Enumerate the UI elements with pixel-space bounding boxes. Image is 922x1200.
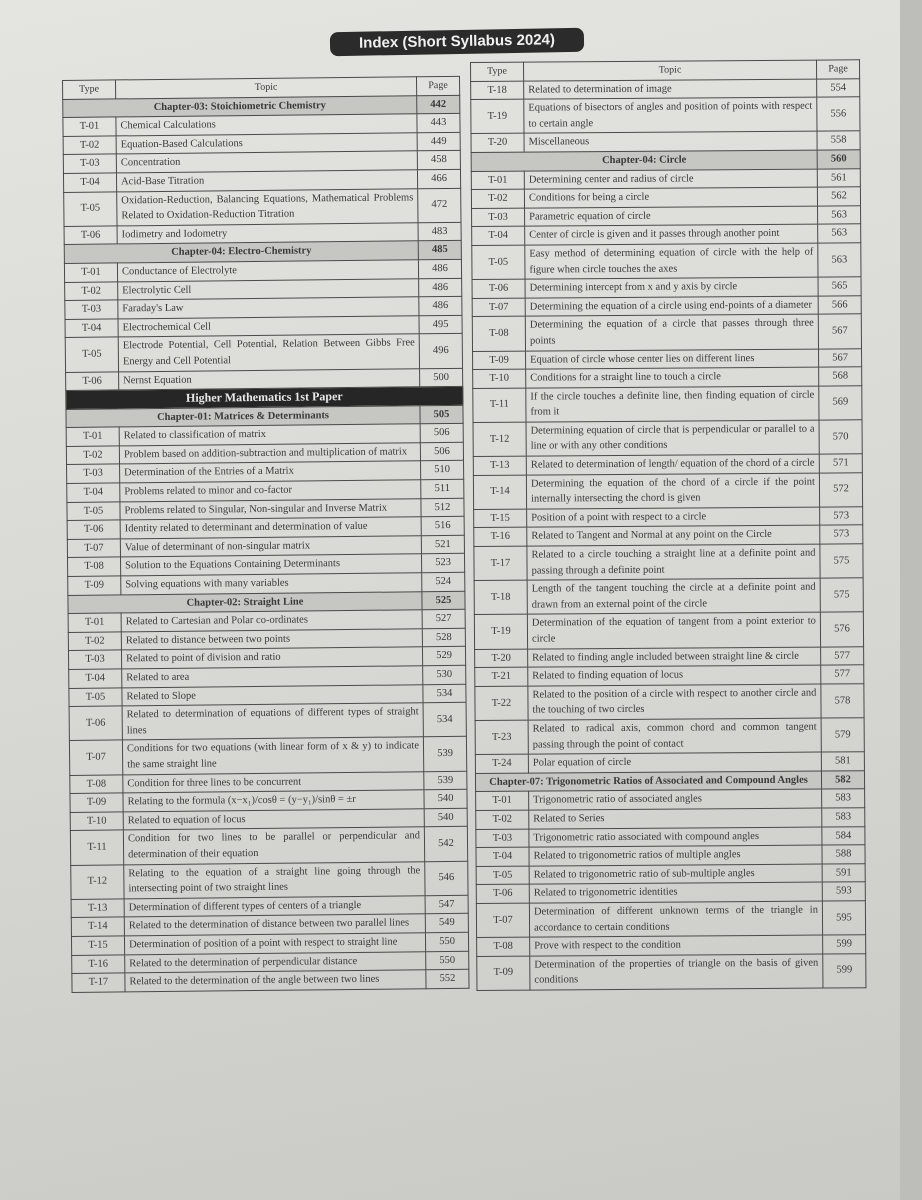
topic-type: T-13	[71, 899, 124, 918]
topic-page: 571	[819, 454, 862, 473]
topic-type: T-03	[63, 154, 116, 173]
topic-page: 542	[424, 827, 467, 862]
topic-page: 512	[421, 498, 464, 517]
topic-type: T-02	[68, 632, 121, 651]
topic-text: Position of a point with respect to a circle	[527, 507, 820, 528]
topic-text: Center of circle is given and it passes through another point	[525, 224, 818, 245]
topic-text: Relating to the formula (x−x₁)/cosθ = (y−y₁)/sinθ = ±r	[123, 790, 424, 812]
topic-type: T-07	[472, 298, 525, 317]
topic-text: Determining center and radius of circle	[524, 169, 817, 190]
topic-type: T-02	[66, 446, 119, 465]
topic-page: 539	[423, 737, 466, 772]
topic-type: T-11	[473, 388, 526, 423]
topic-page: 577	[821, 646, 864, 665]
topic-page: 521	[421, 535, 464, 554]
topic-type: T-05	[472, 245, 525, 280]
topic-text: Related to trigonometric identities	[529, 882, 822, 903]
topic-page: 449	[417, 132, 460, 151]
topic-type: T-01	[64, 263, 117, 282]
column-header-type: Type	[63, 80, 116, 99]
topic-text: Related to Tangent and Normal at any point on the Circle	[527, 526, 820, 547]
topic-text: Acid-Base Titration	[116, 170, 417, 192]
topic-page: 570	[819, 420, 862, 454]
topic-text: Trigonometric ratio of associated angles	[529, 789, 822, 810]
topic-type: T-01	[66, 427, 119, 446]
topic-page: 556	[817, 97, 860, 131]
column-header-page: Page	[816, 60, 859, 79]
topic-text: Equation-Based Calculations	[116, 133, 417, 155]
topic-type: T-05	[69, 688, 122, 707]
topic-text: Related to Slope	[122, 684, 423, 706]
topic-text: Determining the equation of the chord of a circle if the point internally intersecting the chord is given	[526, 473, 819, 509]
topic-page: 550	[426, 951, 469, 970]
topic-type: T-21	[475, 667, 528, 686]
topic-text: Parametric equation of circle	[525, 206, 818, 227]
topic-page: 575	[820, 578, 863, 612]
topic-text: Chemical Calculations	[116, 114, 417, 136]
topic-type: T-04	[63, 173, 116, 192]
topic-text: Condition for two lines to be parallel or perpendicular and determination of their equation	[123, 827, 424, 864]
topic-text: Easy method of determining equation of circle with the help of figure when circle touches the axes	[525, 243, 818, 279]
topic-type: T-08	[70, 774, 123, 793]
topic-type: T-02	[63, 136, 116, 155]
chapter-title: Chapter-04: Circle	[471, 150, 817, 171]
topic-page: 578	[821, 684, 864, 718]
topic-type: T-17	[474, 546, 527, 581]
topic-type: T-20	[475, 649, 528, 668]
topic-text: Equations of bisectors of angles and position of points with respect to certain angle	[524, 97, 817, 133]
topic-row	[472, 314, 861, 351]
topic-row	[64, 188, 461, 226]
topic-type: T-07	[69, 740, 122, 775]
topic-type: T-06	[66, 371, 119, 390]
topic-type: T-15	[71, 936, 124, 955]
topic-page: 549	[425, 914, 468, 933]
topic-text: Related to determination of image	[524, 79, 817, 100]
chapter-page: 560	[817, 150, 860, 169]
topic-type: T-06	[69, 706, 122, 741]
topic-page: 573	[820, 525, 863, 544]
chapter-page: 582	[821, 771, 864, 790]
topic-page: 486	[418, 259, 461, 278]
topic-page: 540	[424, 789, 467, 808]
topic-page: 496	[419, 334, 462, 369]
topic-text: Related to classification of matrix	[119, 424, 420, 446]
topic-text: Related to the determination of distance between two parallel lines	[124, 914, 425, 936]
topic-page: 599	[823, 953, 866, 987]
topic-page: 458	[417, 151, 460, 170]
topic-type: T-08	[68, 557, 121, 576]
column-header-page: Page	[416, 76, 459, 95]
topic-row	[473, 385, 862, 422]
topic-text: Trigonometric ratio associated with compound angles	[529, 827, 822, 848]
topic-text: Related to finding angle included between straight line & circle	[528, 647, 821, 668]
chapter-page: 442	[417, 95, 460, 114]
topic-type: T-05	[65, 337, 118, 372]
topic-text: Solution to the Equations Containing Determinants	[121, 554, 422, 576]
topic-text: Related to the position of a circle with respect to another circle and the touching of two circles	[528, 684, 821, 720]
topic-page: 540	[424, 808, 467, 827]
topic-text: Determining intercept from x and y axis by circle	[525, 277, 818, 298]
topic-page: 530	[423, 665, 466, 684]
index-table-right	[470, 59, 866, 991]
topic-type: T-01	[476, 791, 529, 810]
chapter-title: Chapter-02: Straight Line	[68, 591, 422, 613]
topic-page: 572	[819, 472, 862, 506]
topic-row	[471, 97, 860, 134]
index-title: Index (Short Syllabus 2024)	[330, 28, 584, 56]
topic-type: T-23	[475, 720, 528, 755]
topic-page: 472	[418, 188, 461, 223]
topic-text: Related to Cartesian and Polar co-ordinates	[121, 610, 422, 632]
topic-page: 527	[422, 610, 465, 629]
topic-page: 567	[818, 314, 861, 348]
topic-type: T-06	[472, 279, 525, 298]
topic-type: T-08	[472, 316, 525, 351]
topic-text: Determination of the equation of tangent from a point exterior to circle	[527, 612, 820, 648]
topic-page: 577	[821, 665, 864, 684]
topic-text: Related to the determination of perpendicular distance	[125, 951, 426, 973]
chapter-page: 485	[418, 241, 461, 260]
page-edge	[900, 0, 922, 1200]
topic-text: Faraday's Law	[118, 297, 419, 319]
topic-page: 486	[419, 296, 462, 315]
topic-row	[69, 702, 466, 740]
chapter-title: Chapter-03: Stoichiometric Chemistry	[63, 95, 417, 117]
topic-page: 563	[818, 243, 861, 277]
topic-row	[474, 612, 863, 649]
topic-type: T-04	[65, 319, 118, 338]
chapter-title: Chapter-07: Trigonometric Ratios of Associated and Compound Angles	[475, 771, 821, 792]
topic-type: T-18	[474, 580, 527, 615]
topic-row	[475, 718, 864, 755]
topic-page: 550	[425, 932, 468, 951]
topic-page: 466	[417, 169, 460, 188]
topic-type: T-19	[474, 615, 527, 650]
topic-row	[72, 969, 469, 992]
topic-text: Determination of different unknown terms of the triangle in accordance to certain conditions	[529, 901, 822, 937]
topic-page: 539	[424, 771, 467, 790]
topic-type: T-09	[68, 576, 121, 595]
topic-page: 486	[419, 278, 462, 297]
topic-page: 529	[422, 647, 465, 666]
topic-type: T-07	[67, 539, 120, 558]
topic-text: Identity related to determinant and determination of value	[120, 517, 421, 539]
topic-page: 576	[820, 612, 863, 646]
topic-page: 573	[820, 507, 863, 526]
topic-page: 569	[819, 385, 862, 419]
topic-page: 563	[818, 206, 861, 225]
topic-page: 483	[418, 222, 461, 241]
topic-type: T-15	[474, 509, 527, 528]
topic-page: 506	[420, 424, 463, 443]
topic-text: Relating to the equation of a straight line going through the intersecting point of two straight lines	[124, 861, 425, 898]
topic-type: T-19	[471, 99, 524, 134]
topic-type: T-14	[71, 917, 124, 936]
topic-row	[472, 243, 861, 280]
topic-text: Conditions for being a circle	[524, 187, 817, 208]
topic-type: T-02	[471, 189, 524, 208]
topic-page: 599	[823, 935, 866, 954]
chapter-title: Chapter-01: Matrices & Determinants	[66, 405, 420, 427]
topic-type: T-10	[70, 812, 123, 831]
topic-type: T-06	[67, 520, 120, 539]
topic-text: Related to distance between two points	[121, 629, 422, 651]
topic-text: Conditions for two equations (with linear form of x & y) to indicate the same straight line	[122, 737, 423, 774]
topic-type: T-04	[476, 847, 529, 866]
index-table-left	[62, 76, 470, 993]
topic-type: T-16	[474, 528, 527, 547]
topic-text: Iodimetry and Iodometry	[117, 223, 418, 245]
topic-type: T-04	[67, 483, 120, 502]
topic-page: 565	[818, 277, 861, 296]
topic-page: 568	[819, 367, 862, 386]
topic-page: 528	[422, 628, 465, 647]
topic-text: Determination of the Entries of a Matrix	[120, 461, 421, 483]
topic-text: If the circle touches a definite line, then finding equation of circle from it	[526, 386, 819, 422]
chapter-page: 505	[420, 405, 463, 424]
topic-text: Problems related to Singular, Non-singular and Inverse Matrix	[120, 498, 421, 520]
topic-page: 562	[817, 187, 860, 206]
topic-type: T-14	[473, 475, 526, 510]
topic-page: 583	[822, 789, 865, 808]
topic-text: Conductance of Electrolyte	[117, 260, 418, 282]
topic-type: T-10	[473, 369, 526, 388]
topic-row	[477, 953, 866, 990]
topic-page: 581	[821, 752, 864, 771]
topic-type: T-03	[476, 829, 529, 848]
topic-text: Related to point of division and ratio	[121, 647, 422, 669]
section-title: Higher Mathematics 1st Paper	[66, 386, 463, 409]
topic-text: Related to trigonometric ratio of sub-multiple angles	[529, 864, 822, 885]
topic-text: Determining the equation of a circle that passes through three points	[525, 314, 818, 350]
topic-row	[65, 334, 462, 372]
topic-page: 575	[820, 544, 863, 578]
topic-text: Problems related to minor and co-factor	[120, 480, 421, 502]
topic-type: T-12	[71, 864, 124, 899]
topic-type: T-03	[68, 650, 121, 669]
topic-text: Determination of position of a point with respect to straight line	[124, 933, 425, 955]
topic-row	[70, 827, 467, 865]
topic-type: T-01	[68, 613, 121, 632]
topic-text: Solving equations with many variables	[121, 573, 422, 595]
topic-page: 516	[421, 517, 464, 536]
topic-text: Concentration	[116, 151, 417, 173]
topic-page: 495	[419, 315, 462, 334]
topic-text: Length of the tangent touching the circle at a definite point and drawn from an external point of the circle	[527, 578, 820, 614]
topic-text: Miscellaneous	[524, 131, 817, 152]
topic-type: T-03	[67, 464, 120, 483]
chapter-page: 525	[422, 591, 465, 610]
topic-page: 561	[817, 168, 860, 187]
topic-text: Electrolytic Cell	[118, 278, 419, 300]
topic-type: T-18	[471, 81, 524, 100]
topic-type: T-05	[64, 191, 117, 226]
topic-page: 554	[817, 78, 860, 97]
topic-type: T-02	[65, 281, 118, 300]
topic-type: T-16	[72, 954, 125, 973]
topic-text: Prove with respect to the condition	[530, 935, 823, 956]
topic-page: 443	[417, 114, 460, 133]
topic-text: Related to determination of length/ equation of the chord of a circle	[526, 454, 819, 475]
topic-page: 500	[420, 368, 463, 387]
column-header-topic: Topic	[116, 77, 417, 99]
topic-type: T-04	[69, 669, 122, 688]
topic-page: 510	[421, 461, 464, 480]
topic-page: 595	[822, 901, 865, 935]
topic-page: 566	[818, 295, 861, 314]
topic-text: Related to equation of locus	[123, 808, 424, 830]
topic-type: T-20	[471, 133, 524, 152]
column-header-topic: Topic	[524, 60, 817, 81]
topic-page: 567	[819, 348, 862, 367]
topic-page: 583	[822, 808, 865, 827]
topic-row	[473, 472, 862, 509]
topic-text: Related to area	[122, 666, 423, 688]
topic-type: T-09	[473, 351, 526, 370]
topic-text: Determination of the properties of triangle on the basis of given conditions	[530, 954, 823, 990]
topic-text: Related to the determination of the angle between two lines	[125, 970, 426, 992]
topic-row	[473, 420, 862, 457]
topic-type: T-05	[476, 866, 529, 885]
topic-text: Related to radical axis, common chord and common tangent passing through the point of contact	[528, 718, 821, 754]
topic-page: 534	[423, 702, 466, 737]
topic-type: T-06	[476, 884, 529, 903]
topic-page: 552	[426, 969, 469, 988]
topic-row	[69, 737, 466, 775]
topic-row	[474, 578, 863, 615]
topic-type: T-22	[475, 686, 528, 721]
topic-text: Related to a circle touching a straight line at a definite point and passing through a definite point	[527, 544, 820, 580]
topic-type: T-05	[67, 502, 120, 521]
topic-page: 506	[420, 442, 463, 461]
topic-page: 534	[423, 684, 466, 703]
topic-text: Problem based on addition-subtraction and multiplication of matrix	[119, 443, 420, 465]
topic-text: Condition for three lines to be concurrent	[123, 771, 424, 793]
topic-type: T-13	[473, 456, 526, 475]
topic-page: 523	[421, 554, 464, 573]
topic-page: 593	[822, 882, 865, 901]
topic-type: T-09	[477, 956, 530, 991]
topic-page: 558	[817, 131, 860, 150]
topic-text: Related to determination of equations of different types of straight lines	[122, 703, 423, 740]
topic-text: Electrode Potential, Cell Potential, Relation Between Gibbs Free Energy and Cell Potential	[118, 334, 419, 371]
topic-type: T-01	[471, 171, 524, 190]
column-header-type: Type	[471, 62, 524, 81]
topic-text: Determining equation of circle that is perpendicular or parallel to a line or with any other conditions	[526, 420, 819, 456]
topic-type: T-09	[70, 793, 123, 812]
topic-text: Oxidation-Reduction, Balancing Equations, Mathematical Problems Related to Oxidation-Reduction Titration	[117, 188, 418, 225]
topic-type: T-07	[476, 903, 529, 938]
topic-text: Related to Series	[529, 808, 822, 829]
topic-type: T-04	[472, 226, 525, 245]
topic-page: 591	[822, 863, 865, 882]
topic-text: Related to trigonometric ratios of multiple angles	[529, 845, 822, 866]
topic-text: Related to finding equation of locus	[528, 665, 821, 686]
topic-text: Determining the equation of a circle using end-points of a diameter	[525, 296, 818, 317]
topic-row	[71, 861, 468, 899]
topic-type: T-08	[477, 937, 530, 956]
topic-text: Value of determinant of non-singular matrix	[120, 536, 421, 558]
topic-type: T-17	[72, 973, 125, 992]
topic-page: 579	[821, 718, 864, 752]
topic-type: T-11	[70, 830, 123, 865]
topic-page: 584	[822, 826, 865, 845]
topic-type: T-01	[63, 117, 116, 136]
topic-type: T-06	[64, 226, 117, 245]
topic-page: 563	[818, 224, 861, 243]
topic-type: T-03	[472, 208, 525, 227]
topic-type: T-12	[473, 422, 526, 457]
topic-text: Nernst Equation	[119, 368, 420, 390]
topic-row	[475, 684, 864, 721]
topic-text: Equation of circle whose center lies on different lines	[526, 349, 819, 370]
topic-type: T-02	[476, 810, 529, 829]
topic-row	[474, 544, 863, 581]
topic-type: T-03	[65, 300, 118, 319]
topic-row	[476, 901, 865, 938]
topic-page: 588	[822, 845, 865, 864]
topic-page: 547	[425, 895, 468, 914]
topic-text: Electrochemical Cell	[118, 315, 419, 337]
chapter-title: Chapter-04: Electro-Chemistry	[64, 241, 418, 263]
topic-page: 546	[425, 861, 468, 896]
topic-text: Determination of different types of centers of a triangle	[124, 895, 425, 917]
topic-page: 524	[422, 572, 465, 591]
topic-page: 511	[421, 479, 464, 498]
topic-text: Conditions for a straight line to touch a circle	[526, 367, 819, 388]
topic-text: Polar equation of circle	[528, 752, 821, 773]
topic-type: T-24	[475, 754, 528, 773]
